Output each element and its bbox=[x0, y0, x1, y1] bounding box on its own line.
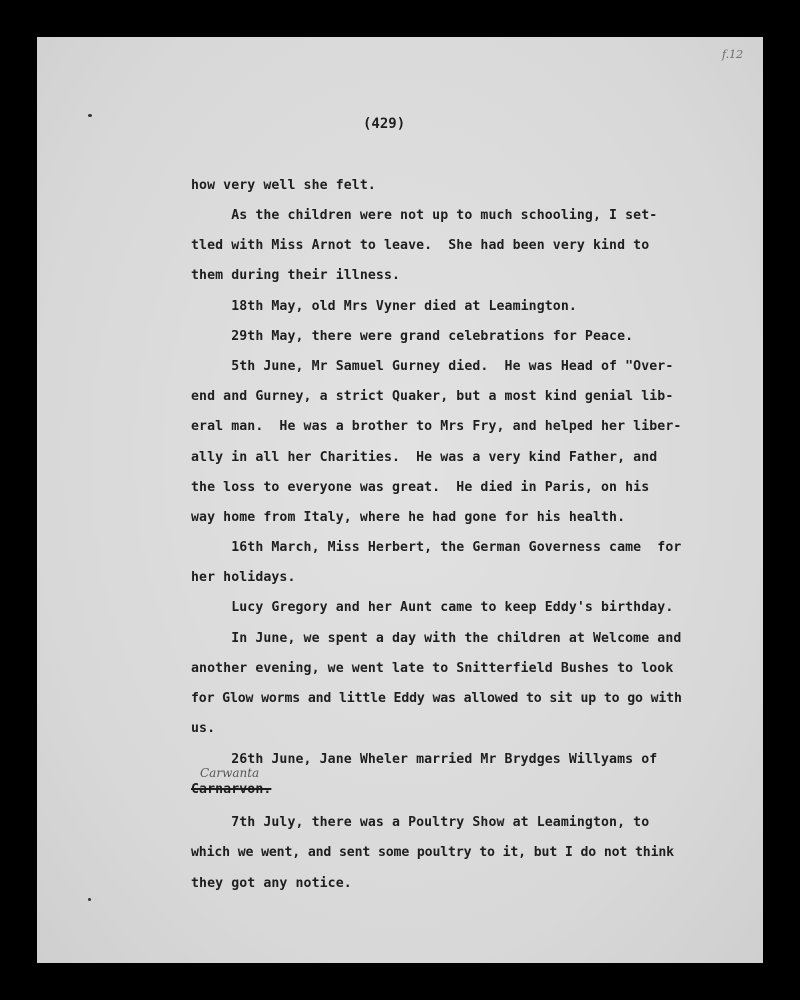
text-line: us. bbox=[191, 721, 216, 736]
text-line: As the children were not up to much schooling, I set- bbox=[191, 208, 658, 223]
text-line: 7th July, there was a Poultry Show at Leamington, to bbox=[191, 815, 650, 830]
text-line: 5th June, Mr Samuel Gurney died. He was Head of "Over- bbox=[191, 359, 674, 374]
text-line: 18th May, old Mrs Vyner died at Leamington. bbox=[191, 299, 577, 314]
text-line: ally in all her Charities. He was a very kind Father, and bbox=[191, 450, 658, 465]
handwritten-annotation: Carwanta bbox=[200, 766, 260, 780]
text-line: which we went, and sent some poultry to it, but I do not think bbox=[191, 845, 674, 860]
text-line: way home from Italy, where he had gone for his health. bbox=[191, 510, 626, 525]
folio-mark: f.12 bbox=[722, 48, 744, 61]
text-line: 26th June, Jane Wheler married Mr Brydges Willyams of bbox=[191, 752, 658, 767]
text-line: 29th May, there were grand celebrations for Peace. bbox=[191, 329, 634, 344]
text-line: another evening, we went late to Snitterfield Bushes to look bbox=[191, 661, 674, 676]
text-line: they got any notice. bbox=[191, 876, 352, 891]
text-line: how very well she felt. bbox=[191, 178, 376, 193]
text-line: 16th March, Miss Herbert, the German Governess came for bbox=[191, 540, 682, 555]
text-line: them during their illness. bbox=[191, 268, 401, 283]
text-line: for Glow worms and little Eddy was allowed to sit up to go with bbox=[191, 691, 682, 706]
text-line: the loss to everyone was great. He died in Paris, on his bbox=[191, 480, 650, 495]
text-line: tled with Miss Arnot to leave. She had been very kind to bbox=[191, 238, 650, 253]
struck-text-line: Carnarvon. bbox=[191, 782, 272, 797]
text-line: Lucy Gregory and her Aunt came to keep Eddy's birthday. bbox=[191, 600, 674, 615]
text-line: her holidays. bbox=[191, 570, 296, 585]
text-line: eral man. He was a brother to Mrs Fry, and helped her liber- bbox=[191, 419, 682, 434]
text-line: end and Gurney, a strict Quaker, but a most kind genial lib- bbox=[191, 389, 674, 404]
text-line: In June, we spent a day with the children at Welcome and bbox=[191, 631, 682, 646]
page-number: (429) bbox=[363, 116, 406, 132]
